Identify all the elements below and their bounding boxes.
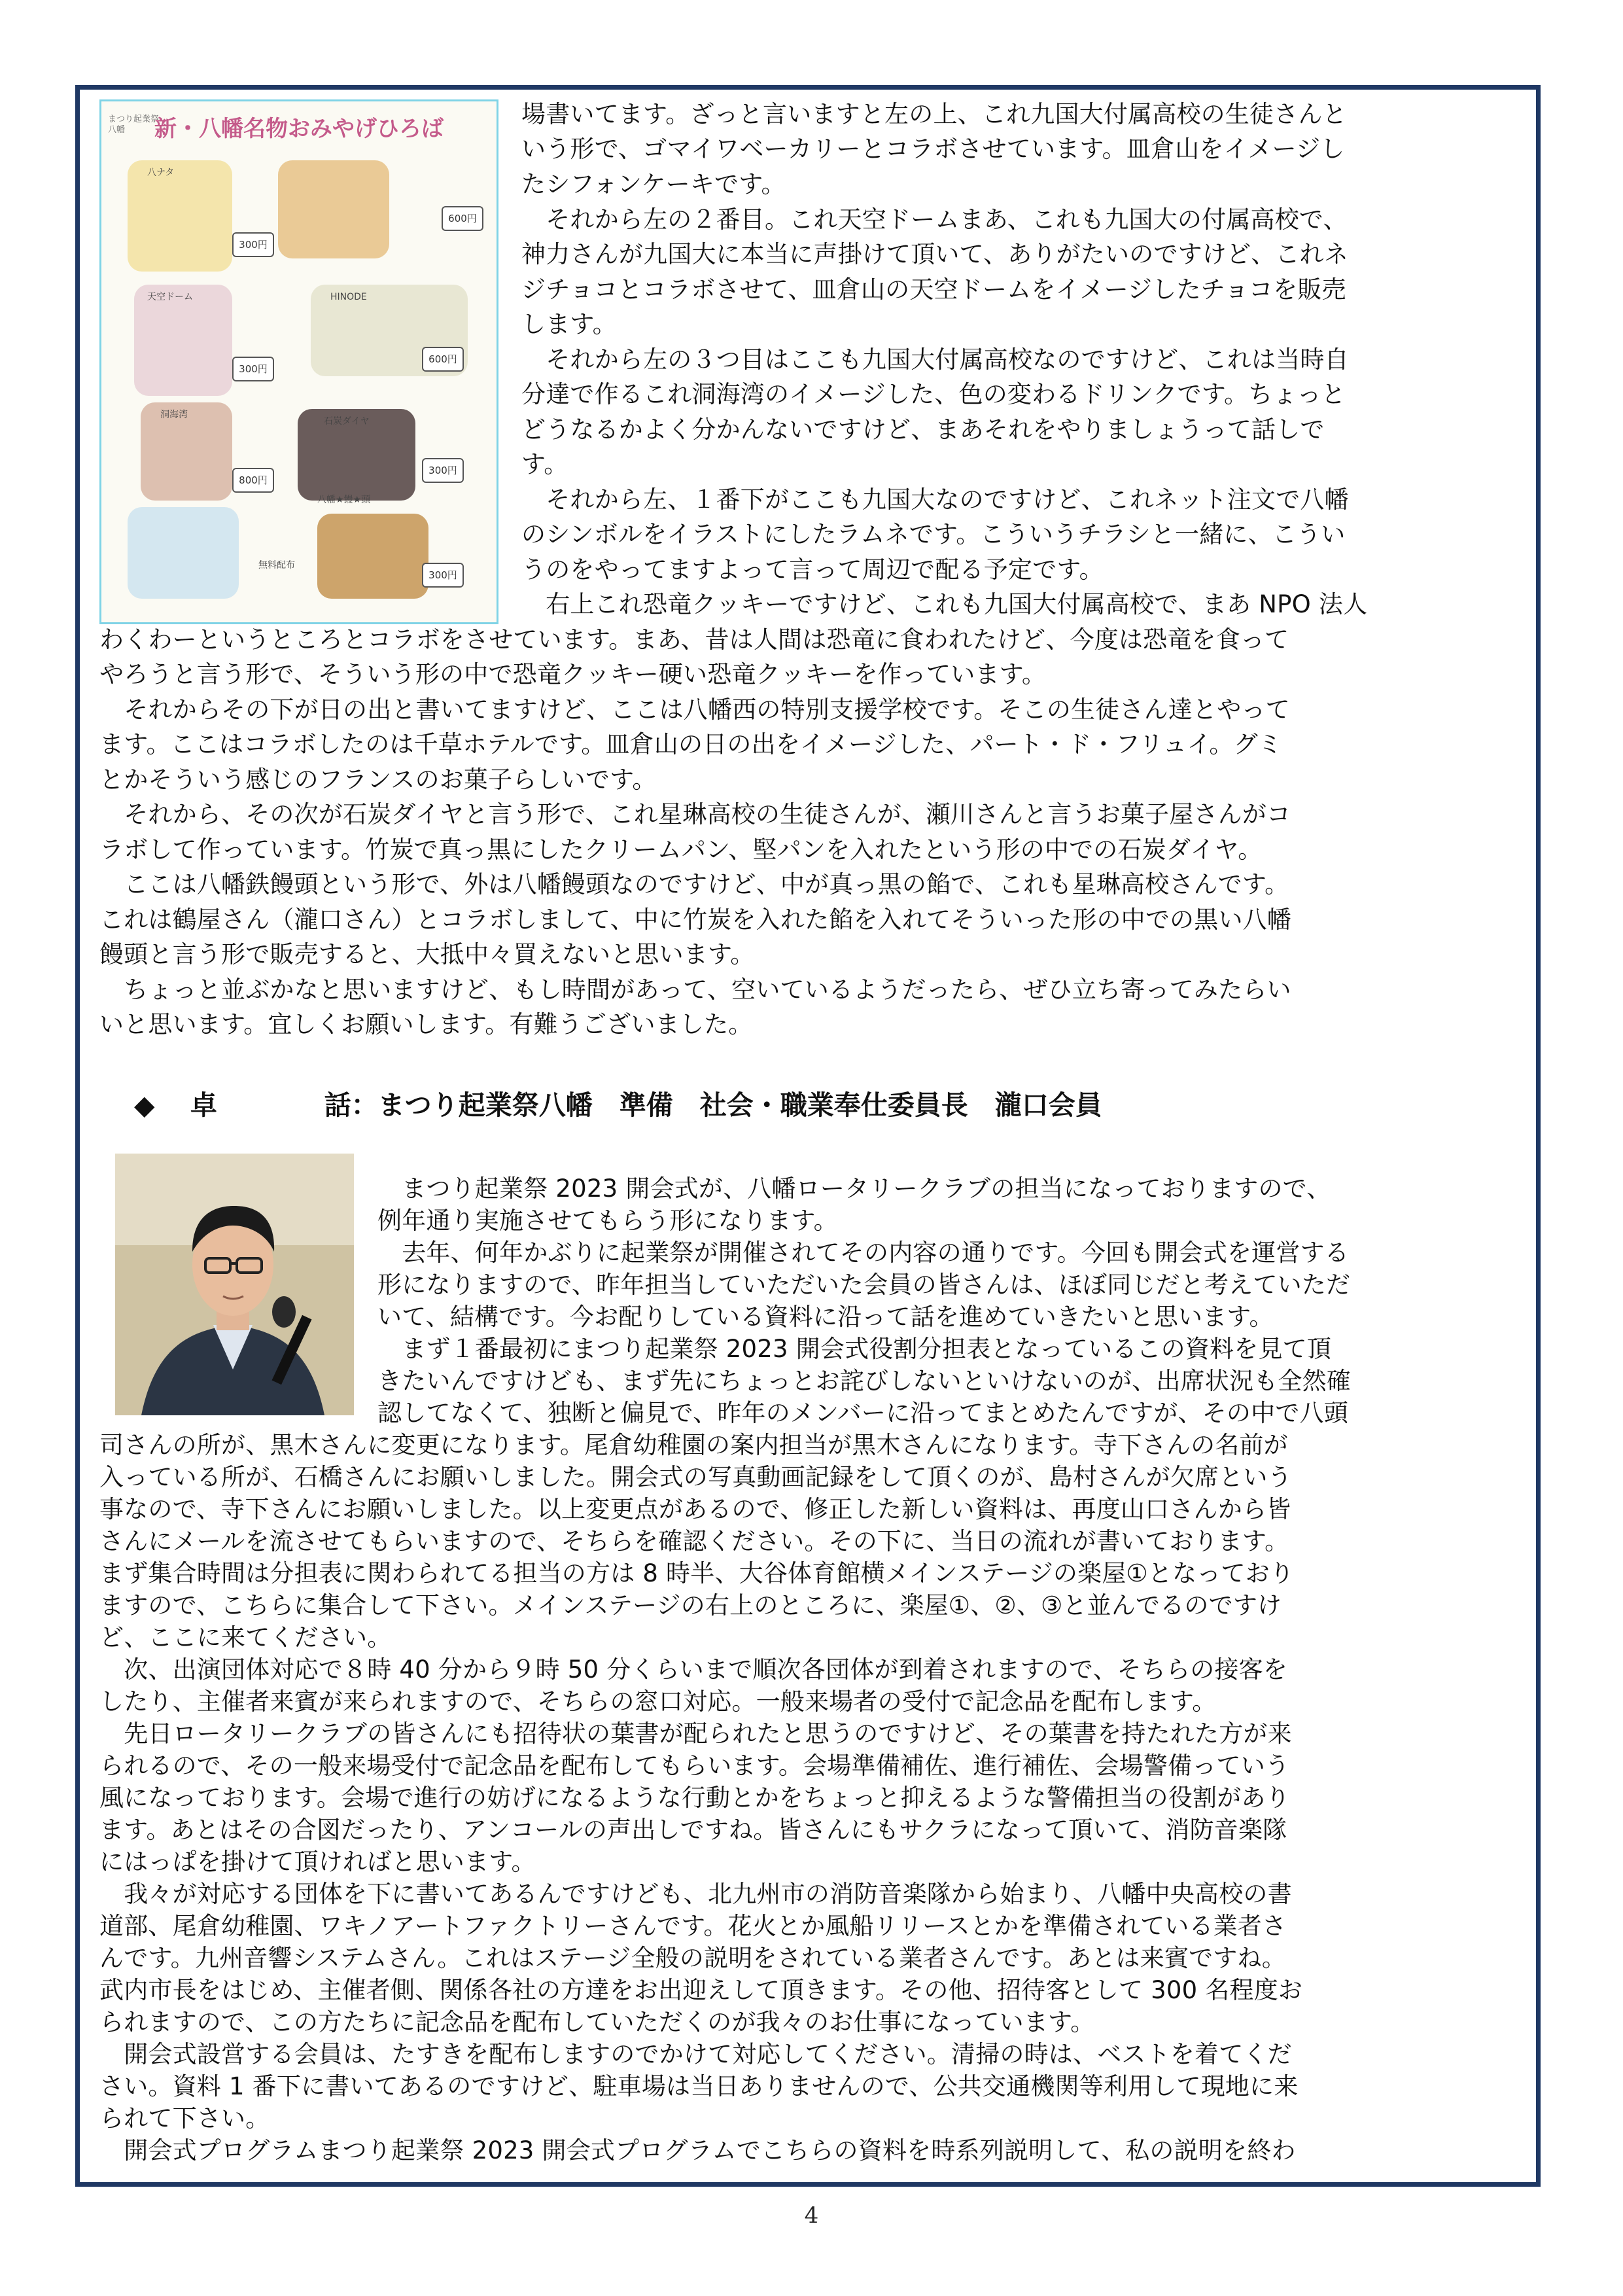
text-line: ここは八幡鉄饅頭という形で、外は八幡饅頭なのですけど、中が真っ黒の餡で、これも星琳高校さんです。 bbox=[99, 870, 1289, 898]
text-line: 開会式プログラムまつり起業祭 2023 開会式プログラムでこちらの資料を時系列説明して、私の説明を終わ bbox=[99, 2136, 1296, 2164]
text-line: られますので、この方たちに記念品を配布していただくのが我々のお仕事になっています。 bbox=[99, 2008, 1095, 2036]
text-line: 認してなくて、独断と偏見で、昨年のメンバーに沿ってまとめたんですが、その中で八頭 bbox=[377, 1399, 1348, 1427]
flyer-caption-5: 石炭ダイヤ bbox=[324, 416, 370, 427]
text-line: す。 bbox=[521, 450, 568, 478]
text-line: 道部、尾倉幼稚園、ワキノアートファクトリーさんです。花火とか風船リリースとかを準備されている業者さ bbox=[99, 1912, 1287, 1940]
flyer-price: 300円 bbox=[232, 357, 274, 381]
text-line: 神力さんが九国大に本当に声掛けて頂いて、ありがたいのですけど、これネ bbox=[521, 240, 1349, 268]
text-line: うのをやってますよって言って周辺で配る予定です。 bbox=[521, 556, 1104, 584]
flyer-title: 新・八幡名物おみやげひろば bbox=[154, 116, 444, 142]
text-line: のシンボルをイラストにしたラムネです。こういうチラシと一緒に、こうい bbox=[521, 520, 1346, 548]
flyer-caption-6: 八幡★饅★頭 bbox=[317, 495, 371, 505]
flyer-caption-3: HINODE bbox=[330, 292, 367, 302]
heading-label: 卓 話：まつり起業祭八幡 準備 社会・職業奉仕委員長 瀧口会員 bbox=[190, 1089, 1102, 1121]
flyer-item-ramune bbox=[128, 507, 239, 599]
text-line: 風になっております。会場で進行の妨げになるような行動とかをちょっと抑えるような警備担当の役割があり bbox=[99, 1784, 1290, 1812]
text-line: たシフォンケーキです。 bbox=[521, 170, 786, 198]
text-line: にはっぱを掛けて頂ければと思います。 bbox=[99, 1848, 536, 1876]
text-line: られて下さい。 bbox=[99, 2104, 270, 2132]
flyer-caption-1: 八ナタ bbox=[147, 168, 175, 178]
text-line: さい。資料 1 番下に書いてあるのですけど、駐車場は当日ありませんので、公共交通機関等利用して現地に来 bbox=[99, 2072, 1299, 2100]
text-line: いう形で、ゴマイワベーカリーとコラボさせています。皿倉山をイメージし bbox=[521, 135, 1345, 163]
flyer-caption-7: 無料配布 bbox=[258, 560, 295, 571]
text-line: 開会式設営する会員は、たすきを配布しますのでかけて対応してください。清掃の時は、ベストを着てくだ bbox=[99, 2040, 1292, 2068]
speaker-illustration bbox=[115, 1154, 354, 1415]
text-line: いと思います。宜しくお願いします。有難うございました。 bbox=[99, 1010, 753, 1038]
text-line: さんにメールを流させてもらいますので、そちらを確認ください。その下に、当日の流れが書いております。 bbox=[99, 1527, 1289, 1555]
text-line: 去年、何年かぶりに起業祭が開催されてその内容の通りです。今回も開会式を運営する bbox=[377, 1239, 1350, 1267]
heading-bullet: ◆ bbox=[134, 1089, 155, 1121]
text-line: 事なので、寺下さんにお願いしました。以上変更点があるので、修正した新しい資料は、再度山口さんから皆 bbox=[99, 1495, 1291, 1523]
flyer-caption-4: 洞海湾 bbox=[160, 410, 188, 420]
page-number: 4 bbox=[804, 2202, 819, 2229]
flyer-price: 300円 bbox=[422, 458, 464, 483]
text-line: 分達で作るこれ洞海湾のイメージした、色の変わるドリンクです。ちょっと bbox=[521, 380, 1346, 408]
flyer-subtitle: まつり起業祭八幡 bbox=[108, 115, 160, 135]
text-line: それから左の３つ目はここも九国大付属高校なのですけど、これは当時自 bbox=[521, 345, 1349, 374]
flyer-caption-2: 天空ドーム bbox=[147, 292, 193, 302]
text-line: きたいんですけども、まず先にちょっとお詫びしないといけないのが、出席状況も全然確 bbox=[377, 1367, 1351, 1395]
text-line: したり、主催者来賓が来られますので、そちらの窓口対応。一般来場者の受付で記念品を配布します。 bbox=[99, 1687, 1217, 1716]
text-line: それからその下が日の出と書いてますけど、ここは八幡西の特別支援学校です。そこの生徒さん達とやって bbox=[99, 696, 1290, 724]
text-line: それから左、１番下がここも九国大なのですけど、これネット注文で八幡 bbox=[521, 486, 1349, 514]
section-heading bbox=[134, 1084, 1102, 1122]
text-line: 次、出演団体対応で８時 40 分から９時 50 分くらいまで順次各団体が到着されますので、そちらの接客を bbox=[99, 1655, 1288, 1684]
text-line: します。 bbox=[521, 310, 617, 338]
flyer-price: 300円 bbox=[422, 563, 464, 588]
text-line: 例年通り実施させてもらう形になります。 bbox=[377, 1207, 838, 1235]
text-line: いて、結構です。今お配りしている資料に沿って話を進めていきたいと思います。 bbox=[377, 1303, 1274, 1331]
flyer-price: 600円 bbox=[442, 206, 483, 231]
flyer-item-chiffon bbox=[128, 160, 232, 272]
text-line: 入っている所が、石橋さんにお願いしました。開会式の写真動画記録をして頂くのが、島村さんが欠席という bbox=[99, 1463, 1292, 1491]
text-line: 司さんの所が、黒木さんに変更になります。尾倉幼稚園の案内担当が黒木さんになります。寺下さんの名前が bbox=[99, 1431, 1288, 1459]
flyer-item-manju bbox=[317, 514, 428, 599]
text-line: それから、その次が石炭ダイヤと言う形で、これ星琳高校の生徒さんが、瀬川さんと言うお菓子屋さんがコ bbox=[99, 800, 1291, 828]
text-line: 武内市長をはじめ、主催者側、関係各社の方達をお出迎えして頂きます。その他、招待客として 300 名程度お bbox=[99, 1976, 1303, 2004]
speaker-photo bbox=[115, 1154, 354, 1415]
text-line: まず１番最初にまつり起業祭 2023 開会式役割分担表となっているこの資料を見て頂 bbox=[377, 1335, 1332, 1363]
text-line: とかそういう感じのフランスのお菓子らしいです。 bbox=[99, 766, 657, 794]
text-line: ます。あとはその合図だったり、アンコールの声出しですね。皆さんにもサクラになって頂いて、消防音楽隊 bbox=[99, 1816, 1287, 1844]
text-line: まず集合時間は分担表に関わられてる担当の方は 8 時半、大谷体育館横メインステージの楽屋①となっており bbox=[99, 1559, 1295, 1587]
text-line: 先日ロータリークラブの皆さんにも招待状の葉書が配られたと思うのですけど、その葉書を持たれた方が来 bbox=[99, 1720, 1292, 1748]
text-line: 右上これ恐竜クッキーですけど、これも九国大付属高校で、まあ NPO 法人 bbox=[521, 590, 1368, 618]
text-line: やろうと言う形で、そういう形の中で恐竜クッキー硬い恐竜クッキーを作っています。 bbox=[99, 660, 1047, 688]
text-line: 形になりますので、昨年担当していただいた会員の皆さんは、ほぼ同じだと考えていただ bbox=[377, 1271, 1351, 1299]
text-line: 我々が対応する団体を下に書いてあるんですけども、北九州市の消防音楽隊から始まり、八幡中央高校の書 bbox=[99, 1880, 1292, 1908]
text-line: ちょっと並ぶかなと思いますけど、もし時間があって、空いているようだったら、ぜひ立ち寄ってみたらい bbox=[99, 976, 1291, 1004]
souvenir-flyer-image bbox=[99, 99, 498, 624]
flyer-price: 600円 bbox=[422, 347, 464, 372]
flyer-price: 800円 bbox=[232, 468, 274, 493]
flyer-price: 300円 bbox=[232, 232, 274, 257]
text-line: まつり起業祭 2023 開会式が、八幡ロータリークラブの担当になっておりますので、 bbox=[377, 1174, 1331, 1203]
text-line: ますので、こちらに集合して下さい。メインステージの右上のところに、楽屋①、②、③と並んでるのですけ bbox=[99, 1591, 1282, 1619]
text-line: られるので、その一般来場受付で記念品を配布してもらいます。会場準備補佐、進行補佐、会場警備っていう bbox=[99, 1752, 1290, 1780]
text-line: んです。九州音響システムさん。これはステージ全般の説明をされている業者さんです。あとは来賓ですね。 bbox=[99, 1944, 1286, 1972]
flyer-item-cookie bbox=[278, 160, 389, 258]
text-line: ど、ここに来てください。 bbox=[99, 1623, 392, 1651]
text-line: ます。ここはコラボしたのは千草ホテルです。皿倉山の日の出をイメージした、パート・ド・フリュイ。グミ bbox=[99, 730, 1282, 758]
text-line: これは鶴屋さん（瀧口さん）とコラボしまして、中に竹炭を入れた餡を入れてそういった形の中での黒い八幡 bbox=[99, 906, 1292, 934]
text-line: 場書いてます。ざっと言いますと左の上、これ九国大付属高校の生徒さんと bbox=[521, 100, 1347, 128]
text-line: ラボして作っています。竹炭で真っ黒にしたクリームパン、堅パンを入れたという形の中での石炭ダイヤ。 bbox=[99, 836, 1263, 864]
text-line: どうなるかよく分かんないですけど、まあそれをやりましょうって話しで bbox=[521, 415, 1325, 444]
text-line: わくわーというところとコラボをさせています。まあ、昔は人間は恐竜に食われたけど、今度は恐竜を食って bbox=[99, 626, 1289, 654]
text-line: それから左の２番目。これ天空ドームまあ、これも九国大の付属高校で、 bbox=[521, 205, 1348, 234]
text-line: 饅頭と言う形で販売すると、大抵中々買えないと思います。 bbox=[99, 940, 755, 968]
text-line: ジチョコとコラボさせて、皿倉山の天空ドームをイメージしたチョコを販売 bbox=[521, 275, 1346, 304]
